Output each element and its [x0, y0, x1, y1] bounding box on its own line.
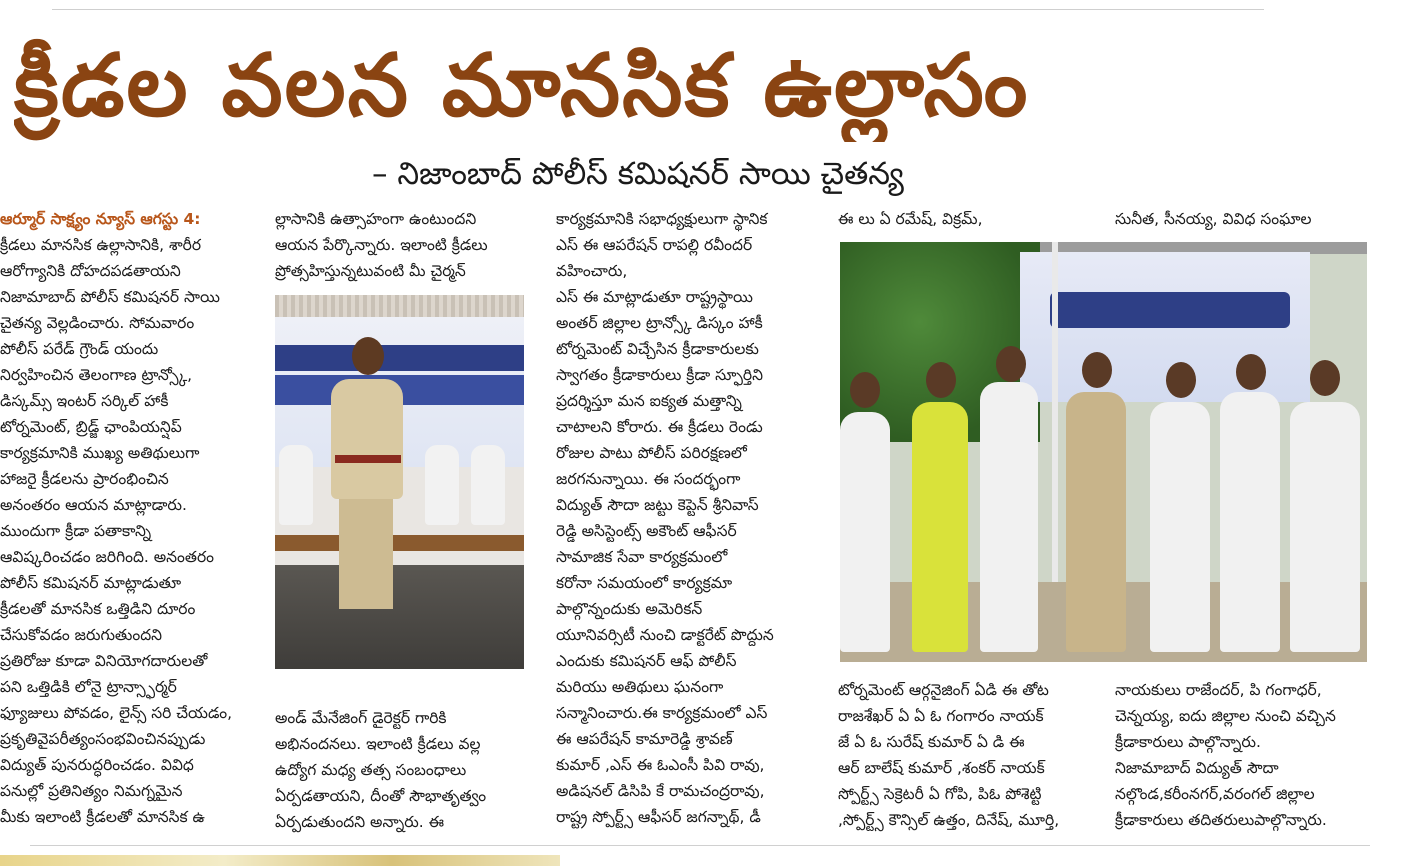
article-line: ఆర్మూర్ సాక్ష్యం న్యూస్ ఆగస్టు 4:	[0, 210, 201, 228]
top-rule	[52, 9, 1264, 10]
article-line: ఆవిష్కరించడం జరిగింది. అనంతరం	[0, 548, 215, 566]
article-line: రాష్ట్ర స్పోర్ట్స్ ఆఫీసర్ జగన్నాథ్, డీ	[556, 808, 761, 826]
article-line: ఏర్పడుతుందని అన్నారు. ఈ	[275, 813, 445, 831]
article-column-2-top	[275, 206, 530, 288]
article-line: ప్రతిరోజు కూడా వినియోగదారులతో	[0, 652, 208, 670]
article-line: పని ఒత్తిడికి లోనై ట్రాన్స్ఫార్మర్	[0, 678, 177, 696]
article-line: జే ఏ ఓ సురేష్ కుమార్ ఏ డి ఈ	[838, 733, 1025, 751]
article-line: వహించారు,	[556, 262, 628, 280]
article-line: ఎందుకు కమిషనర్ ఆఫ్ పోలీస్	[556, 652, 737, 670]
article-line: నల్గొండ,కరీంనగర్,వరంగల్ జిల్లాల	[1115, 785, 1315, 803]
article-line: పాల్గొన్నందుకు అమెరికన్	[556, 600, 703, 618]
article-column-5-bottom	[1115, 677, 1385, 841]
article-line: క్రీడాకారులు తదితరులుపాల్గొన్నారు.	[1115, 811, 1327, 829]
article-line: చెన్నయ్య, ఐదు జిల్లాల నుంచి వచ్చిన	[1115, 707, 1336, 725]
article-column-2-bottom	[275, 705, 530, 841]
article-line: ఫ్యూజులు పోవడం, లైన్స్ సరి చేయడం,	[0, 704, 233, 722]
article-line: నాయకులు రాజేందర్, పి గంగాధర్,	[1115, 681, 1322, 699]
article-line: ప్రకృతివైపరీత్యంసంభవించినప్పుడు	[0, 730, 206, 748]
article-line: కార్యక్రమానికి సభాధ్యక్షులుగా స్థానిక	[556, 210, 768, 228]
article-line: ప్రోత్సహిస్తున్నటువంటి మీ చైర్మన్	[275, 262, 466, 280]
article-line: పోలీస్ పరేడ్ గ్రౌండ్ యందు	[0, 340, 159, 358]
article-line: ఉద్యోగ మధ్య తత్స సంబంధాలు	[275, 761, 467, 779]
article-line: అభినందనలు. ఇలాంటి క్రీడలు వల్ల	[275, 735, 481, 753]
subheadline: – నిజాంబాద్ పోలీస్ కమిషనర్ సాయి చైతన్య	[372, 156, 904, 192]
article-line: చైతన్య వెల్లడించారు. సోమవారం	[0, 314, 195, 332]
article-line: విద్యుత్ సౌదా జట్టు కెప్టెన్ శ్రీనివాస్	[556, 496, 759, 514]
article-line: డిస్కమ్స్ ఇంటర్ సర్కిల్ హాకీ	[0, 392, 169, 410]
bottom-rule	[30, 845, 1370, 846]
article-line: హాజరై క్రీడలను ప్రారంభించిన	[0, 470, 169, 488]
article-line: రాజశేఖర్ ఏ ఏ ఓ గంగారం నాయక్	[838, 707, 1044, 725]
article-line: టోర్నమెంట్, బ్రిడ్జ్ ఛాంపియన్షిప్	[0, 418, 182, 436]
bottom-strip	[0, 855, 560, 866]
article-line: సన్మానించారు.ఈ కార్యక్రమంలో ఎస్	[556, 704, 768, 722]
article-line: రెడ్డి అసిస్టెంట్స్ అకౌంట్ ఆఫీసర్	[556, 522, 737, 540]
article-line: ఎస్ ఈ ఆపరేషన్ రాపల్లి రవీందర్	[556, 236, 753, 254]
ceremony-photo	[840, 242, 1367, 662]
headline: క్రీడల వలన మానసిక ఉల్లాసం	[14, 36, 1030, 136]
article-line: ఈ లు ఏ రమేష్, విక్రమ్,	[838, 210, 983, 228]
article-line: నిర్వహించిన తెలంగాణ ట్రాన్స్కో,	[0, 366, 193, 384]
article-line: అనంతరం ఆయన మాట్లాడారు.	[0, 496, 187, 514]
article-line: నిజామాబాద్ విద్యుత్ సౌదా	[1115, 759, 1279, 777]
article-line: అడిషనల్ డిసిపి కే రామచంద్రరావు,	[556, 782, 765, 800]
article-line: టోర్నమెంట్ విచ్చేసిన క్రీడాకారులకు	[556, 340, 759, 358]
article-line: క్రీడలు మానసిక ఉల్లాసానికి, శారీర	[0, 236, 202, 254]
article-line: అంతర్ జిల్లాల ట్రాన్స్కో డిస్కం హాకీ	[556, 314, 763, 332]
article-line: ముందుగా క్రీడా పతాకాన్ని	[0, 522, 152, 540]
article-line: ఆర్ బాలేష్ కుమార్ ,శంకర్ నాయక్	[838, 759, 1045, 777]
article-line: విద్యుత్ పునరుద్ధరించడం. వివిధ	[0, 756, 194, 774]
article-line: సునీత, సీనయ్య, వివిధ సంఘాల	[1115, 210, 1312, 228]
article-column-3	[556, 206, 826, 842]
article-line: ల్లాసానికి ఉత్సాహంగా ఉంటుందని	[275, 210, 477, 228]
article-column-4-top	[838, 206, 1100, 236]
article-line: చేసుకోవడం జరుగుతుందని	[0, 626, 163, 644]
article-line: స్వాగతం క్రీడాకారులు క్రీడా స్ఫూర్తిని	[556, 366, 763, 384]
article-line: ఆరోగ్యానికి దోహదపడతాయని	[0, 262, 181, 280]
article-line: సామాజిక సేవా కార్యక్రమంలో	[556, 548, 728, 566]
article-line: మరియు అతిథులు ఘనంగా	[556, 678, 724, 696]
article-line: ఎస్ ఈ మాట్లాడుతూ రాష్ట్రస్థాయి	[556, 288, 753, 306]
article-line: పోలీస్ కమిషనర్ మాట్లాడుతూ	[0, 574, 182, 592]
article-line: పనుల్లో ప్రతినిత్యం నిమగ్నమైన	[0, 782, 183, 800]
article-line: అండ్ మేనేజింగ్ డైరెక్టర్ గారికి	[275, 709, 447, 727]
article-line: జరగనున్నాయి. ఈ సందర్భంగా	[556, 470, 741, 488]
article-line: ,స్పోర్ట్స్ కౌన్సిల్ ఉత్తం, దినేష్, మూర్తి,	[838, 811, 1060, 829]
article-line: క్రీడాకారులు పాల్గొన్నారు.	[1115, 733, 1261, 751]
article-line: మీకు ఇలాంటి క్రీడలతో మానసిక ఉ	[0, 808, 205, 826]
article-line: ఈ ఆపరేషన్ కామారెడ్డి శ్రావణ్	[556, 730, 733, 748]
article-line: స్పోర్ట్స్ సెక్రెటరీ ఏ గోపి, పిఓ పోశెట్టి	[838, 785, 1042, 803]
article-column-5-top	[1115, 206, 1375, 236]
article-line: కరోనా సమయంలో కార్యక్రమా	[556, 574, 733, 592]
article-column-1	[0, 206, 262, 842]
article-line: ఆయన పేర్కొన్నారు. ఇలాంటి క్రీడలు	[275, 236, 488, 254]
article-line: రోజుల పాటు పోలీస్ పరిరక్షణలో	[556, 444, 747, 462]
article-line: కార్యక్రమానికి ముఖ్య అతిథులుగా	[0, 444, 200, 462]
article-line: టోర్నమెంట్ ఆర్గనైజింగ్ ఏడి ఈ తోట	[838, 681, 1049, 699]
speaker-photo	[275, 295, 524, 669]
article-line: కుమార్ ,ఎస్ ఈ ఓఎంసీ పివి రావు,	[556, 756, 765, 774]
article-line: ప్రదర్శిస్తూ మన ఐక్యత మత్తాన్ని	[556, 392, 742, 410]
article-line: నిజామాబాద్ పోలీస్ కమిషనర్ సాయి	[0, 288, 220, 306]
article-line: చాటాలని కోరారు. ఈ క్రీడలు రెండు	[556, 418, 763, 436]
article-line: ఏర్పడతాయని, దీంతో సౌభాతృత్వం	[275, 787, 487, 805]
article-line: యూనివర్సిటీ నుంచి డాక్టరేట్ పొద్దున	[556, 626, 774, 644]
article-column-4-bottom	[838, 677, 1108, 841]
article-line: క్రీడలతో మానసిక ఒత్తిడిని దూరం	[0, 600, 196, 618]
